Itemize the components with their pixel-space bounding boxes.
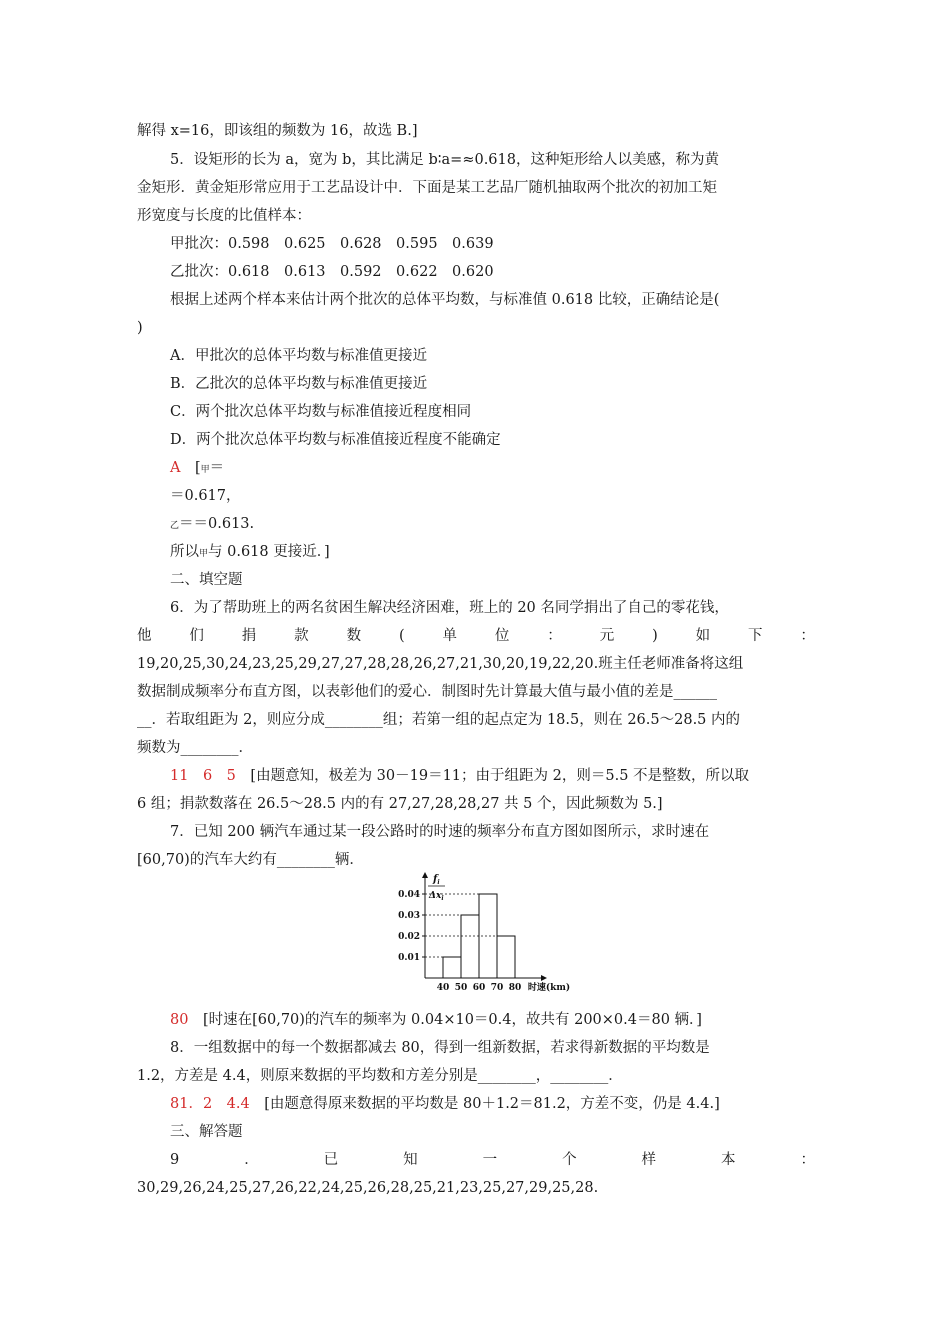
text-span: ＝ — [209, 460, 225, 476]
text-span: 所以 — [170, 544, 199, 560]
text-line: ) — [137, 320, 143, 336]
word-token: 们 — [189, 628, 204, 644]
word-token: 单 — [442, 628, 458, 644]
x-tick-label: 70 — [490, 983, 504, 993]
question-5-stem: 5．设矩形的长为 a，宽为 b，其比满足 b∶a=≈0.618，这种矩形给人以美感，称为黄 — [170, 152, 719, 168]
x-tick-label: 60 — [472, 983, 486, 993]
word-token: 下 — [748, 628, 763, 644]
text-span: 与 0.618 更接近．] — [208, 544, 330, 560]
word-token: 个 — [562, 1152, 577, 1168]
answer-key: 80 — [170, 1012, 189, 1028]
answer-key: 11 6 5 — [170, 768, 236, 784]
y-axis-arrow — [422, 872, 428, 878]
question-6-stem: 6．为了帮助班上的两名贫困生解决经济困难，班上的 20 名同学捐出了自己的零花钱， — [170, 600, 729, 616]
histogram-bar — [461, 915, 479, 978]
word-token: 他 — [137, 628, 152, 644]
subscript: 甲 — [199, 549, 209, 559]
word-token: 本 — [721, 1152, 736, 1168]
text-span: [由题意知，极差为 30－19＝11；由于组距为 2，则＝5.5 不是整数，所以取 — [235, 768, 750, 784]
text-line — [170, 514, 254, 536]
text-line: 6 组；捐款数落在 26.5～28.5 内的有 27,27,28,28,27 共 5 个，因此频数为 5.] — [137, 796, 663, 812]
word-token: ( — [398, 628, 405, 644]
y-tick-label: 0.04 — [398, 890, 420, 900]
answer-line — [170, 766, 749, 786]
text-line: 金矩形．黄金矩形常应用于工艺品设计中．下面是某工艺品厂随机抽取两个批次的初加工矩 — [137, 180, 717, 196]
word-token: ． — [244, 1152, 259, 1168]
text-line: 解得 x=16，即该组的频数为 16，故选 B.] — [137, 123, 418, 139]
x-tick-label: 50 — [454, 983, 468, 993]
text-line: __．若取组距为 2，则应分成________组；若第一组的起点定为 18.5，则在 26.5～28.5 内的 — [137, 712, 741, 728]
sample-batch-a: 甲批次：0.598 0.625 0.628 0.595 0.639 — [170, 236, 494, 252]
text-span: ＝＝0.613. — [179, 516, 255, 532]
text-line: ＝0.617， — [170, 488, 241, 504]
word-token: ： — [800, 1152, 815, 1168]
word-token: 款 — [294, 628, 309, 644]
answer-line — [170, 458, 224, 480]
text-line: 根据上述两个样本来估计两个批次的总体平均数，与标准值 0.618 比较，正确结论是( — [170, 292, 720, 308]
text-span: [时速在[60,70)的汽车的频率为 0.04×10＝0.4，故共有 200×0.4＝80 辆．] — [188, 1012, 702, 1028]
word-token: 一 — [482, 1152, 498, 1168]
text-span: [ — [180, 460, 201, 476]
word-token: 样 — [641, 1152, 657, 1168]
y-axis-label-denominator: $\Delta x_i$ — [429, 891, 444, 902]
word-token: 元 — [599, 628, 615, 644]
word-token: 数 — [346, 628, 362, 644]
text-span: [由题意得原来数据的平均数是 80＋1.2＝81.2，方差不变，仍是 4.4.] — [249, 1096, 720, 1112]
option-d: D．两个批次总体平均数与标准值接近程度不能确定 — [170, 432, 501, 448]
section-heading: 二、填空题 — [170, 572, 243, 588]
text-line — [170, 542, 330, 564]
sample-batch-b: 乙批次：0.618 0.613 0.592 0.622 0.620 — [170, 264, 494, 280]
y-tick-label: 0.01 — [398, 953, 420, 963]
word-token: 如 — [695, 628, 711, 644]
x-axis-label: 时速(km) — [527, 983, 571, 993]
frequency-histogram — [395, 870, 595, 1005]
question-8-stem: 8．一组数据中的每一个数据都减去 80，得到一组新数据，若求得新数据的平均数是 — [170, 1040, 710, 1056]
x-tick-label: 80 — [508, 983, 522, 993]
text-line: [60,70)的汽车大约有________辆． — [137, 852, 364, 868]
answer-key: A — [170, 460, 181, 476]
question-7-stem: 7．已知 200 辆汽车通过某一段公路时的时速的频率分布直方图如图所示，求时速在 — [170, 824, 710, 840]
word-token: ： — [547, 628, 562, 644]
x-tick-label: 40 — [436, 983, 450, 993]
text-line: 1.2，方差是 4.4，则原来数据的平均数和方差分别是________，________． — [137, 1068, 623, 1084]
y-tick-label: 0.03 — [398, 911, 420, 921]
y-tick-label: 0.02 — [398, 932, 420, 942]
word-token: 知 — [403, 1152, 418, 1168]
word-token: ) — [652, 628, 658, 644]
word-token: 已 — [323, 1152, 339, 1168]
justified-line — [137, 626, 815, 646]
histogram-bar — [443, 957, 461, 978]
histogram-bar — [497, 936, 515, 978]
plot-area — [398, 872, 570, 993]
word-token: 9 — [170, 1152, 180, 1168]
option-a: A．甲批次的总体平均数与标准值更接近 — [170, 348, 427, 364]
text-line: 频数为________． — [137, 740, 253, 756]
word-token: 捐 — [241, 628, 257, 644]
answer-line — [170, 1094, 720, 1114]
section-heading: 三、解答题 — [170, 1124, 243, 1140]
answer-key: 81．2 4.4 — [170, 1096, 250, 1112]
option-c: C．两个批次总体平均数与标准值接近程度相同 — [170, 404, 472, 420]
text-line: 形宽度与长度的比值样本： — [137, 208, 311, 224]
subscript: 甲 — [200, 465, 210, 475]
y-axis-label-numerator: $f_i$ — [433, 874, 440, 886]
data-list: 19,20,25,30,24,23,25,29,27,27,28,28,26,27,21,30,20,19,22,20.班主任老师准备将这组 — [137, 656, 744, 672]
word-token: ： — [800, 628, 815, 644]
answer-line — [170, 1010, 702, 1030]
word-token: 位 — [494, 628, 510, 644]
data-list: 30,29,26,24,25,27,26,22,24,25,26,28,25,21,23,25,27,29,25,28. — [137, 1180, 599, 1196]
justified-line — [170, 1150, 815, 1170]
text-line: 数据制成频率分布直方图，以表彰他们的爱心．制图时先计算最大值与最小值的差是______ — [137, 684, 717, 700]
subscript: 乙 — [170, 521, 180, 531]
option-b: B．乙批次的总体平均数与标准值更接近 — [170, 376, 428, 392]
x-axis-arrow — [541, 975, 547, 981]
